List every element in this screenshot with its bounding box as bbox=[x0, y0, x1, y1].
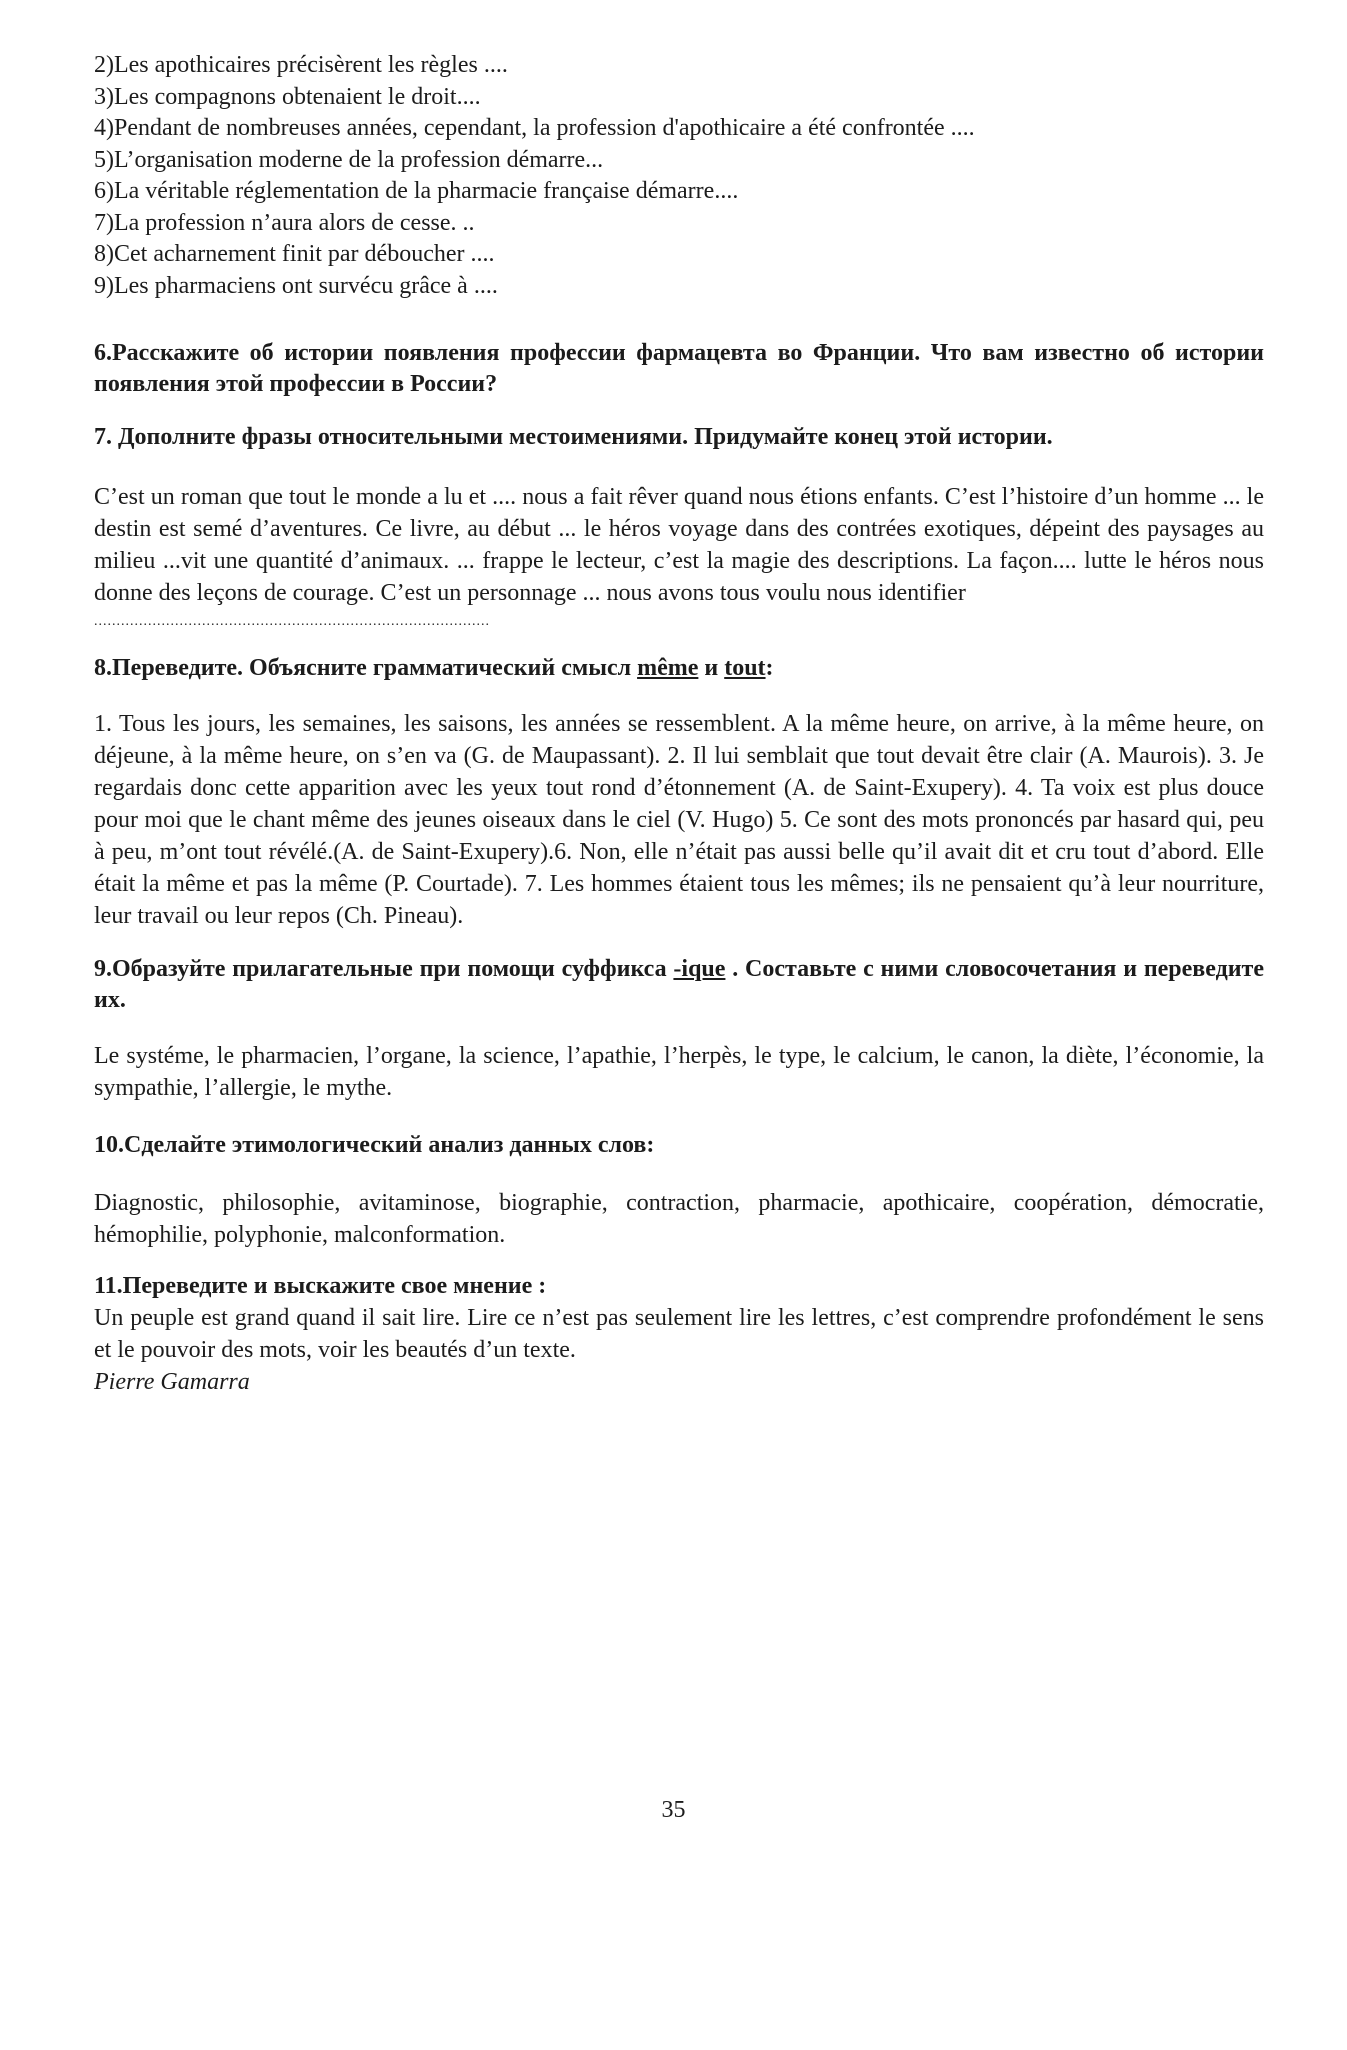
quote-author: Pierre Gamarra bbox=[94, 1369, 250, 1395]
list-item: 7)La profession n’aura alors de cesse. .. bbox=[94, 209, 475, 236]
task-10-text: Diagnostic, philosophie, avitaminose, biographie, contraction, pharmacie, apothicaire, coopération, démocratie, hémophilie, polyphonie, malconformation. bbox=[94, 1190, 1264, 1248]
task-9-title bbox=[94, 954, 1264, 1016]
task-6-title: 6.Расскажите об истории появления профессии фармацевта во Франции. Что вам известно об истории появления этой профессии в России? bbox=[94, 340, 1264, 397]
page-content bbox=[94, 50, 1264, 1398]
task-8-connector: и bbox=[698, 655, 725, 681]
list-item: 9)Les pharmaciens ont survécu grâce à .... bbox=[94, 272, 498, 299]
list-item: 3)Les compagnons obtenaient le droit.... bbox=[94, 83, 481, 110]
task-8-title-suffix: : bbox=[765, 655, 774, 681]
list-item: 8)Cet acharnement finit par déboucher .... bbox=[94, 241, 495, 267]
list-item: 2)Les apothicaires précisèrent les règles .... bbox=[94, 52, 508, 78]
task-9-title-prefix: 9.Образуйте прилагательные при помощи суффикса bbox=[94, 956, 674, 982]
list-item: 5)L’organisation moderne de la profession démarre... bbox=[94, 146, 604, 173]
task-8-title bbox=[94, 653, 1264, 684]
task-9-title-suffix: . Составьте с ними словосочетания и переведите их. bbox=[94, 956, 1265, 1013]
task-8-text: 1. Tous les jours, les semaines, les saisons, les années se ressemblent. A la même heure, on arrive, à la même heure, on déjeune, à la même heure, on s’en va (G. de Maupassant). 2. Il lui semblait que tout devait être clair (A. Maurois). 3. Je regardais donc cette apparition avec les yeux tout rond d’étonnement (A. de Saint-Exupery). 4. Ta voix est plus douce pour moi que le chant même des jeunes oiseaux dans le ciel (V. Hugo) 5. Ce sont des mots prononcés par hasard qui, peu à peu, m’ont tout révélé.(A. de Saint-Exupery).6. Non, elle n’était pas aussi belle qu’il avait dit et cru tout d’abord. Elle était la même et pas la même (P. Courtade). 7. Les hommes étaient tous les mêmes; ils ne pensaient qu’à leur nourriture, leur travail ou leur repos (Ch. Pineau). bbox=[94, 711, 1264, 929]
word-tout: tout bbox=[724, 655, 766, 681]
task-7-text: C’est un roman que tout le monde a lu et .... nous a fait rêver quand nous étions enfants. C’est l’histoire d’un homme ... le destin est semé d’aventures. Ce livre, au début ... le héros voyage dans des contrées exotiques, dépeint des paysages au milieu ...vit une quantité d’animaux. ... frappe le lecteur, c’est la magie des descriptions. La façon.... lutte le héros nous donne des leçons de courage. C’est un personnage ... nous avons tous voulu nous identifier bbox=[94, 484, 1264, 606]
list-item: 4)Pendant de nombreuses années, cependant, la profession d'apothicaire a été confrontée .... bbox=[94, 115, 975, 141]
task-7-title: 7. Дополните фразы относительными местоимениями. Придумайте конец этой истории. bbox=[94, 424, 1053, 450]
word-meme: même bbox=[637, 655, 699, 681]
task-11-title: 11.Переведите и выскажите свое мнение : bbox=[94, 1273, 547, 1299]
task-8-title-prefix: 8.Переведите. Объясните грамматический смысл bbox=[94, 655, 638, 681]
task-7-dots: ........................................................................................ bbox=[94, 614, 490, 629]
suffix-ique: -ique bbox=[673, 956, 726, 982]
task-10-title: 10.Сделайте этимологический анализ данных слов: bbox=[94, 1132, 655, 1158]
task-11-text: Un peuple est grand quand il sait lire. Lire ce n’est pas seulement lire les lettres, c’est comprendre profondément le sens et le pouvoir des mots, voir les beautés d’un texte. bbox=[94, 1305, 1264, 1363]
exercise-list bbox=[94, 50, 1264, 302]
list-item: 6)La véritable réglementation de la pharmacie française démarre.... bbox=[94, 178, 739, 204]
task-9-text: Le systéme, le pharmacien, l’organe, la science, l’apathie, l’herpès, le type, le calcium, le canon, la diète, l’économie, la sympathie, l’allergie, le mythe. bbox=[94, 1043, 1264, 1101]
page-number: 35 bbox=[661, 1797, 686, 1823]
